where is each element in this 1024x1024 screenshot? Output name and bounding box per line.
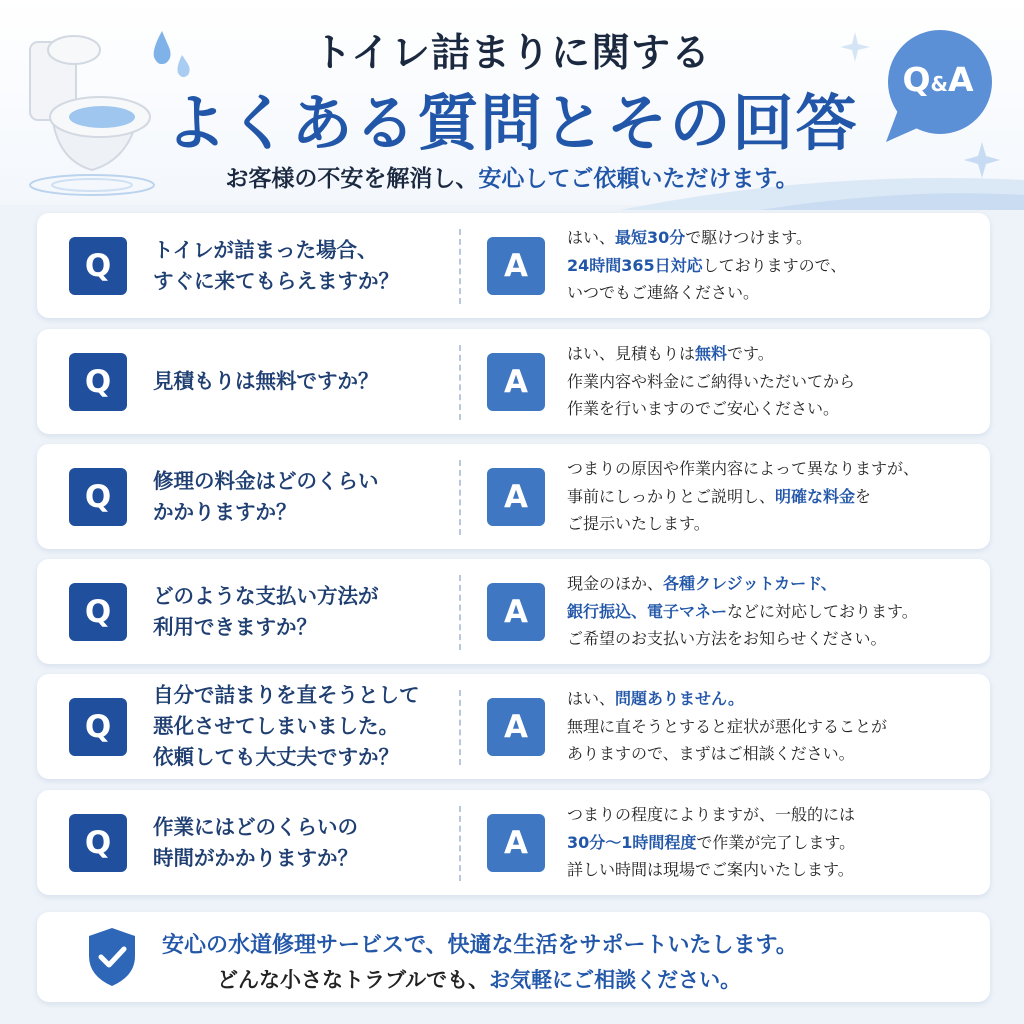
question-line: すぐに来てもらえますか？ (153, 268, 399, 293)
header (0, 0, 1024, 205)
faq-item (37, 559, 990, 664)
answer-line (567, 395, 855, 423)
answer-segment: を (855, 486, 872, 506)
answer-highlight: 24時間365日対応 (567, 255, 703, 275)
page-title-line2: よくある質問とその回答 (165, 88, 859, 159)
answer-line (567, 856, 855, 884)
faq-item (37, 213, 990, 318)
answer-line (567, 455, 919, 483)
answer-line (567, 252, 846, 280)
answer-text (567, 559, 982, 664)
question-line: トイレが詰まった場合、 (153, 237, 378, 262)
qa-divider (459, 229, 461, 304)
answer-segment: 作業内容や料金にご納得いただいてから (567, 371, 856, 391)
answer-line (567, 279, 846, 307)
qa-divider (459, 575, 461, 650)
answer-line (567, 625, 918, 653)
answer-segment: ありますので、まずはご相談ください。 (567, 744, 855, 764)
question-text (153, 444, 453, 549)
answer-segment: つまりの原因や作業内容によって異なりますが、 (567, 459, 920, 479)
answer-badge: A (487, 583, 545, 641)
answer-segment: で駆けつけます。 (685, 228, 813, 248)
question-text (153, 559, 453, 664)
answer-line (567, 685, 887, 713)
answer-segment: いつでもご連絡ください。 (567, 283, 760, 303)
answer-badge: A (487, 698, 545, 756)
question-line: 見積もりは無料ですか？ (153, 369, 379, 394)
faq-item (37, 444, 990, 549)
answer-segment: で作業が完了します。 (696, 832, 856, 852)
footer-call-to-action: どんな小さなトラブルでも、お気軽にご相談ください。 (217, 968, 742, 992)
answer-segment: はい、見積もりは (567, 344, 696, 364)
answer-line (567, 598, 918, 626)
answer-segment: ご提示いたします。 (567, 514, 710, 534)
answer-line (567, 510, 919, 538)
question-line: かかりますか？ (153, 499, 297, 524)
answer-line (567, 368, 855, 396)
answer-segment: しておりますので、 (702, 255, 847, 275)
footer-message: 安心の水道修理サービスで、快適な生活をサポートいたします。 (162, 933, 798, 958)
question-badge: Q (69, 814, 127, 872)
answer-line (567, 224, 846, 252)
answer-badge: A (487, 353, 545, 411)
qa-divider (459, 460, 461, 535)
shield-check-icon (85, 926, 139, 988)
answer-line (567, 570, 918, 598)
answer-text (567, 790, 982, 895)
answer-highlight: 各種クレジットカード、 (663, 574, 837, 594)
question-badge: Q (69, 353, 127, 411)
answer-segment: 作業を行いますのでご安心ください。 (567, 399, 840, 419)
answer-line (567, 483, 919, 511)
qa-badge-text: Q&A (902, 60, 974, 99)
answer-line (567, 801, 855, 829)
answer-line (567, 340, 855, 368)
question-text (153, 674, 453, 779)
faq-item (37, 329, 990, 434)
footer-banner (37, 912, 990, 1002)
question-line: 修理の料金はどのくらい (153, 468, 379, 493)
answer-highlight: 無料 (695, 344, 728, 364)
answer-segment: つまりの程度によりますが、一般的には (567, 805, 856, 825)
answer-text (567, 329, 982, 434)
qa-divider (459, 690, 461, 765)
question-badge: Q (69, 237, 127, 295)
qa-divider (459, 806, 461, 881)
answer-line (567, 829, 855, 857)
question-text (153, 213, 453, 318)
question-line: 悪化させてしまいました。 (153, 714, 399, 739)
answer-segment: 無理に直そうとすると症状が悪化することが (567, 716, 888, 736)
question-line: 時間がかかりますか？ (153, 845, 358, 870)
faq-item (37, 790, 990, 895)
answer-highlight: 30分〜1時間程度 (567, 832, 697, 852)
question-badge: Q (69, 468, 127, 526)
qa-divider (459, 345, 461, 420)
question-line: 依頼しても大丈夫ですか？ (153, 744, 399, 769)
answer-text (567, 444, 982, 549)
answer-badge: A (487, 814, 545, 872)
answer-segment: 現金のほか、 (567, 574, 664, 594)
question-line: どのような支払い方法が (153, 583, 379, 608)
answer-segment: ご希望のお支払い方法をお知らせください。 (567, 629, 887, 649)
question-line: 作業にはどのくらいの (153, 814, 358, 839)
answer-highlight: 銀行振込、電子マネー (567, 601, 728, 621)
answer-line (567, 713, 887, 741)
question-text (153, 790, 453, 895)
question-line: 利用できますか？ (153, 614, 317, 639)
question-badge: Q (69, 583, 127, 641)
answer-highlight: 明確な料金 (775, 486, 856, 506)
answer-segment: 事前にしっかりとご説明し、 (567, 486, 776, 506)
answer-segment: です。 (727, 344, 774, 364)
answer-highlight: 最短30分 (615, 228, 686, 248)
answer-highlight: 問題ありません。 (615, 689, 744, 709)
faq-item (37, 674, 990, 779)
answer-text (567, 213, 982, 318)
page-subtitle: お客様の不安を解消し、安心してご依頼いただけます。 (225, 166, 799, 192)
answer-segment: などに対応しております。 (727, 601, 918, 621)
answer-segment: はい、 (567, 689, 616, 709)
answer-segment: はい、 (567, 228, 616, 248)
answer-line (567, 740, 887, 768)
question-line: 自分で詰まりを直そうとして (153, 683, 420, 708)
answer-badge: A (487, 468, 545, 526)
question-badge: Q (69, 698, 127, 756)
question-text (153, 329, 453, 434)
page-title-line1: トイレ詰まりに関する (312, 31, 712, 76)
answer-segment: 詳しい時間は現場でご案内いたします。 (567, 860, 854, 880)
answer-text (567, 674, 982, 779)
answer-badge: A (487, 237, 545, 295)
